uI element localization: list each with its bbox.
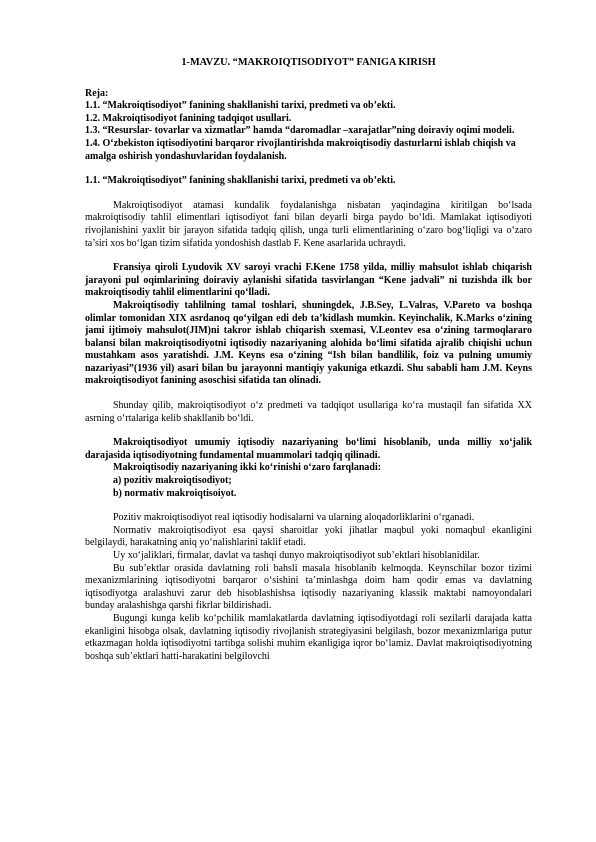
paragraph: Bu sub’ektlar orasida davlatning roli bahsli masala hisoblanib kelmoqda. Keynschilar bozor tizimi mexanizmlarining iqtisodiyotni barqaror o‘sishini ta’minlashga doim ham qodir emas va davlatning iqtisodiyotga aralashuvi zarur deb hisoblashishsa iqtisodiy nazariyaning klassik maktabi namoyondalari bunday aralashishga qarshi fikrlar bildirishadi. <box>85 562 532 612</box>
plan-item: 1.4. O‘zbekiston iqtisodiyotini barqaror rivojlantirishda makroiqtisodiy dasturlarni ishlab chiqish va amalga oshirish yondashuvlaridan foydalanish. <box>85 137 516 162</box>
paragraph: Normativ makroiqtisodiyot esa qaysi sharoitlar yoki jihatlar maqbul yoki nomaqbul ekanligini belgilaydi, harakatning aniq yo‘nalishlarini taklif etadi. <box>85 524 532 549</box>
list-item: a) pozitiv makroiqtisodiyot; <box>113 475 232 487</box>
section-heading: 1.1. “Makroiqtisodiyot” fanining shakllanishi tarixi, predmeti va ob’ekti. <box>85 175 396 187</box>
paragraph: Fransiya qiroli Lyudovik XV saroyi vrachi F.Kene 1758 yilda, milliy mahsulot ishlab chiqarish jarayoni pul oqimlarining doiraviy aylanishi sifatida tasvirlangan “Kene jadvali” ni tuzishda ilk bor makroiqtisodiy tahlil elimentlarini qo‘lladi. <box>85 262 532 299</box>
paragraph: Uy xo‘jaliklari, firmalar, davlat va tashqi dunyo makroiqtisodiyot sub’ektlari hisoblanidilar. <box>113 550 480 561</box>
paragraph: Makroiqtisodiyot umumiy iqtisodiy nazariyaning bo‘limi hisoblanib, unda milliy xo‘jalik darajasida iqtisodiyotning fundamental muammolari tadqiq qilinadi. <box>85 437 532 461</box>
plan-heading: Reja: <box>85 87 109 99</box>
paragraph: Makroiqtisodiy tahlilning tamal toshlari, shuningdek, J.B.Sey, L.Valras, V.Pareto va boshqa olimlar tomonidan XIX asrdanoq qo‘yilgan edi deb ta’kidlash mumkin. Keyinchalik, K.Marks o‘zining jami ijtimoiy mahsulot(JIM)ni takror ishlab chiqarish sxemasi, V.Leontev esa o‘zining tarmoqlararo balansi bilan makroiqtisodiyotni iqtisodiy nazariyaning alohida bo‘limi sifatida ajralib chiqishi uchun mustahkam asos yaratishdi. J.M. Keyns esa o‘zining “Ish bilan bandlilik, foiz va pulning umumiy nazariyasi”(1936 yil) asari bilan bu jarayonni mantiqiy yakuniga etkazdi. Shu sababli ham J.M. Keyns makroiqtisodiyot fanining asoschisi sifatida tan olinadi. <box>85 299 532 387</box>
document-page <box>85 55 532 663</box>
page-title: 1-MAVZU. “MAKROIQTISODIYOT” FANIGA KIRISH <box>181 57 436 68</box>
plan-section <box>85 88 532 164</box>
plan-item: 1.3. “Resurslar- tovarlar va xizmatlar” hamda “daromadlar –xarajatlar”ning doiraviy oqimi modeli. <box>85 125 515 137</box>
paragraph: Makroiqtisodiyot atamasi kundalik foydalanishga nisbatan yaqindagina kiritilgan bo‘lsada makroiqtisodiy tahlil elimentlari iqtisodiyot fani bilan deyarli birga paydo bo‘ldi. Mamlakat iqtisodiyoti rivojlanishini yaxlit bir jarayon sifatida tadqiq qilish, unga turli elimentlarining o‘zaro bog‘liqligi va o‘zaro ta’siri xos bo‘lgan tizim sifatida yondoshish dastlab F. Kene asarlarida uchraydi. <box>85 199 532 249</box>
paragraph: Shunday qilib, makroiqtisodiyot o‘z predmeti va tadqiqot usullariga ko‘ra mustaqil fan sifatida XX asrning o‘rtalariga kelib shakllanib bo‘ldi. <box>85 400 532 424</box>
paragraph: Makroiqtisodiy nazariyaning ikki ko‘rinishi o‘zaro farqlanadi: <box>113 462 382 474</box>
list-item: b) normativ makroiqtisoiyot. <box>113 487 237 499</box>
paragraph: Bugungi kunga kelib ko‘pchilik mamlakatlarda davlatning iqtisodiyotdagi roli sezilarli darajada katta ekanligini hisobga olsak, davlatning iqtisodiy rivojlanish strategiyasini belgilash, bozor mexanizmlariga putur etkazmagan holda iqtisodiyotni tartibga solishi muhim ekanligiga iqror bo‘lamiz. Davlat makroiqtisodiyotning boshqa sub’ektlari hatti-harakatini belgilovchi <box>85 612 532 662</box>
plan-item: 1.1. “Makroiqtisodiyot” fanining shakllanishi tarixi, predmeti va ob’ekti. <box>85 100 396 112</box>
plan-item: 1.2. Makroiqtisodiyot fanining tadqiqot usullari. <box>85 112 292 124</box>
paragraph: Pozitiv makroiqtisodiyot real iqtisodiy hodisalarni va ularning aloqadorliklarini o‘rganadi. <box>113 512 475 524</box>
